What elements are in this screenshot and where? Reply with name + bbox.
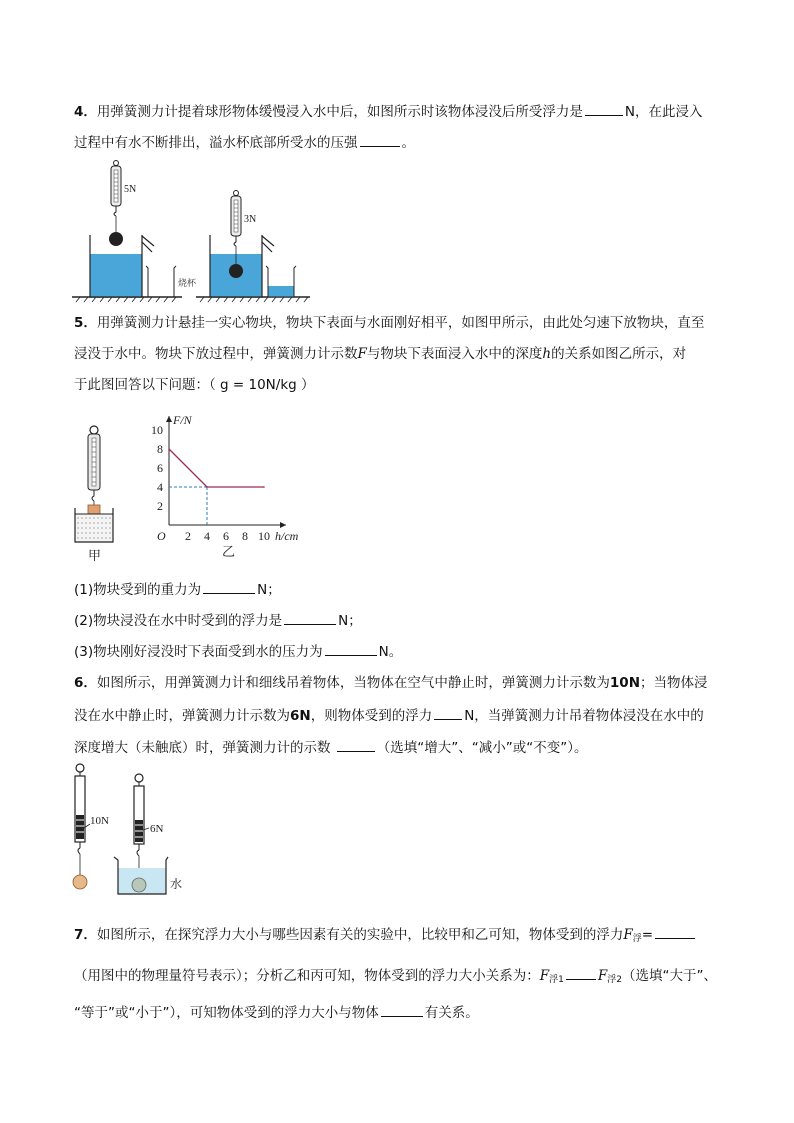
q5-sub3-text: (3)物块刚好浸没时下表面受到水的压力为 bbox=[74, 644, 323, 660]
q5-blank-2[interactable] bbox=[284, 610, 336, 625]
q4-text-1b: N，在此浸入 bbox=[624, 104, 703, 120]
x-axis-arrow bbox=[280, 522, 286, 528]
q5-sub-1 bbox=[74, 579, 281, 600]
q5-sub1-text: (1)物块受到的重力为 bbox=[74, 582, 202, 598]
q5-blank-1[interactable] bbox=[203, 579, 255, 594]
q6-text-1a: 如图所示，用弹簧测力计和细线吊着物体，当物体在空气中静止时，弹簧测力计示数为 bbox=[96, 675, 610, 691]
x-tick-label: 6 bbox=[223, 529, 229, 543]
q4-ground-right bbox=[196, 297, 310, 302]
x-tick-label: 4 bbox=[204, 529, 210, 543]
y-axis-arrow bbox=[166, 416, 172, 422]
q7-sub-fu2: 浮2 bbox=[607, 975, 622, 985]
q6-label-10n: 10N bbox=[90, 815, 109, 827]
q4-beaker-right bbox=[266, 266, 296, 297]
q4-text-1a: 用弹簧测力计提着球形物体缓慢浸入水中后，如图所示时该物体浸没后所受浮力是 bbox=[96, 104, 583, 120]
series-line bbox=[169, 449, 264, 487]
q5-var-h: h bbox=[542, 346, 552, 362]
chart-xlabel: h/cm bbox=[275, 529, 299, 543]
q7-text-3b: 有关系。 bbox=[424, 1005, 479, 1021]
q4-blank-2[interactable] bbox=[360, 132, 400, 147]
q6-text-2c: ，则物体受到的浮力 bbox=[310, 708, 433, 724]
q5-text-2b: 与物块下表面浸入水中的深度 bbox=[366, 346, 543, 362]
chart-axes bbox=[166, 416, 286, 528]
q4-overflow-cup-left bbox=[90, 235, 154, 297]
q4-line-1 bbox=[74, 101, 703, 122]
q5-var-f: F bbox=[357, 346, 367, 362]
q7-text-3a: “等于”或“小于”），可知物体受到的浮力大小与物体 bbox=[74, 1005, 379, 1021]
q5-sub2-text: (2)物块浸没在水中时受到的浮力是 bbox=[74, 613, 283, 629]
y-tick-label: 4 bbox=[157, 480, 163, 494]
q5-blank-3[interactable] bbox=[325, 641, 377, 656]
q6-ball-water bbox=[132, 878, 146, 892]
q4-overflow-cup-right bbox=[210, 235, 274, 297]
data-point bbox=[168, 448, 170, 450]
q6-value-6n: 6N bbox=[290, 708, 311, 724]
y-tick-label: 2 bbox=[157, 499, 163, 513]
q6-figure bbox=[62, 760, 192, 896]
q7-sub-fu1: 浮1 bbox=[549, 975, 564, 985]
q4-spring-scale-left bbox=[111, 161, 121, 233]
q6-label-6n: 6N bbox=[150, 823, 164, 835]
x-tick-label: 8 bbox=[242, 529, 248, 543]
q4-label-5n: 5N bbox=[124, 184, 137, 195]
q5-number: 5． bbox=[74, 315, 97, 331]
q6-ball-air bbox=[73, 875, 87, 889]
q5-block bbox=[88, 505, 100, 514]
q5-chart bbox=[142, 410, 322, 570]
q5-text-3: 于此图回答以下问题：（ g = 10N/kg ） bbox=[74, 377, 315, 393]
q4-label-3n: 3N bbox=[244, 214, 257, 225]
q6-label-water: 水 bbox=[170, 877, 183, 891]
q4-text-2a: 过程中有水不断排出，溢水杯底部所受水的压强 bbox=[74, 135, 358, 151]
q5-sub2-unit: N； bbox=[338, 613, 362, 629]
q6-text-2d: N，当弹簧测力计吊着物体浸没在水中的 bbox=[464, 708, 704, 724]
q6-spring-scale-left bbox=[75, 764, 90, 875]
q5-spring-scale bbox=[88, 426, 100, 505]
q6-line-2 bbox=[74, 705, 704, 726]
q7-text-1a: 如图所示，在探究浮力大小与哪些因素有关的实验中，比较甲和乙可知，物体受到的浮力 bbox=[96, 927, 624, 943]
q4-number: 4． bbox=[74, 104, 97, 120]
q7-blank-2[interactable] bbox=[566, 965, 596, 980]
q7-eq: = bbox=[641, 927, 654, 943]
q7-line-1 bbox=[74, 924, 697, 949]
q7-var-f: F bbox=[623, 927, 633, 943]
q5-label-yi: 乙 bbox=[222, 544, 236, 559]
q6-spring-scale-right bbox=[134, 774, 149, 878]
q5-figure-jia bbox=[70, 422, 130, 567]
q6-line-1 bbox=[74, 673, 708, 693]
x-tick-label: 10 bbox=[258, 529, 270, 543]
q5-sub-3 bbox=[74, 641, 402, 662]
y-tick-label: 8 bbox=[157, 442, 163, 456]
q6-text-1c: ；当物体浸 bbox=[640, 675, 708, 691]
q7-line-2 bbox=[74, 965, 717, 990]
q5-text-2c: 的关系如图乙所示，对 bbox=[551, 346, 687, 362]
q6-text-2a: 没在水中静止时，弹簧测力计示数为 bbox=[74, 708, 290, 724]
q4-blank-1[interactable] bbox=[585, 101, 623, 116]
q4-ground-left bbox=[72, 297, 182, 302]
q7-blank-1[interactable] bbox=[655, 924, 695, 939]
q5-label-jia: 甲 bbox=[88, 548, 102, 563]
q4-line-2 bbox=[74, 132, 415, 153]
q5-sub3-unit: N。 bbox=[378, 644, 403, 660]
y-tick-label: 6 bbox=[157, 461, 163, 475]
q4-ball-left bbox=[109, 232, 123, 246]
q5-sub1-unit: N； bbox=[257, 582, 281, 598]
q6-blank-1[interactable] bbox=[434, 705, 462, 720]
q6-number: 6． bbox=[74, 675, 97, 691]
q4-beaker-label: 烧杯 bbox=[178, 278, 197, 288]
q4-ball-right bbox=[229, 264, 243, 278]
q6-value-10n: 10N bbox=[609, 675, 640, 691]
q7-text-2b: （选填“大于”、 bbox=[621, 968, 717, 984]
q6-blank-2[interactable] bbox=[337, 737, 375, 752]
q5-line-2 bbox=[74, 344, 686, 364]
q7-var-f2: F bbox=[597, 968, 608, 984]
q4-spring-scale-right bbox=[231, 191, 241, 265]
chart-series bbox=[168, 448, 265, 488]
data-point bbox=[263, 486, 265, 488]
q4-text-2b: 。 bbox=[401, 135, 415, 151]
q6-text-3a: 深度增大（未触底）时，弹簧测力计的示数 bbox=[74, 740, 335, 756]
q5-text-2a: 浸没于水中。物块下放过程中，弹簧测力计示数 bbox=[74, 346, 358, 362]
q5-line-3 bbox=[74, 375, 315, 395]
q7-text-2a: （用图中的物理量符号表示）；分析乙和丙可知，物体受到的浮力大小关系为： bbox=[74, 968, 540, 984]
q5-sub-2 bbox=[74, 610, 362, 631]
q7-line-3 bbox=[74, 1002, 479, 1023]
chart-ylabel: F/N bbox=[173, 413, 192, 427]
chart-guides bbox=[169, 487, 207, 525]
q4-beaker-left bbox=[146, 266, 176, 297]
q7-blank-3[interactable] bbox=[381, 1002, 423, 1017]
y-tick-label: 10 bbox=[151, 423, 163, 437]
chart-origin: O bbox=[157, 529, 166, 543]
q7-sub-fu: 浮 bbox=[632, 934, 642, 944]
q5-line-1 bbox=[74, 313, 704, 333]
data-point bbox=[206, 486, 208, 488]
q7-number: 7． bbox=[74, 927, 97, 943]
x-tick-label: 2 bbox=[185, 529, 191, 543]
q7-var-f1: F bbox=[539, 968, 550, 984]
q6-line-3 bbox=[74, 737, 588, 758]
q4-figure bbox=[70, 160, 320, 305]
q5-text-1: 用弹簧测力计悬挂一实心物块，物块下表面与水面刚好相平，如图甲所示，由此处匀速下放物块，直至 bbox=[96, 315, 705, 331]
q6-text-3b: （选填“增大”、“减小”或“不变”）。 bbox=[376, 740, 588, 756]
